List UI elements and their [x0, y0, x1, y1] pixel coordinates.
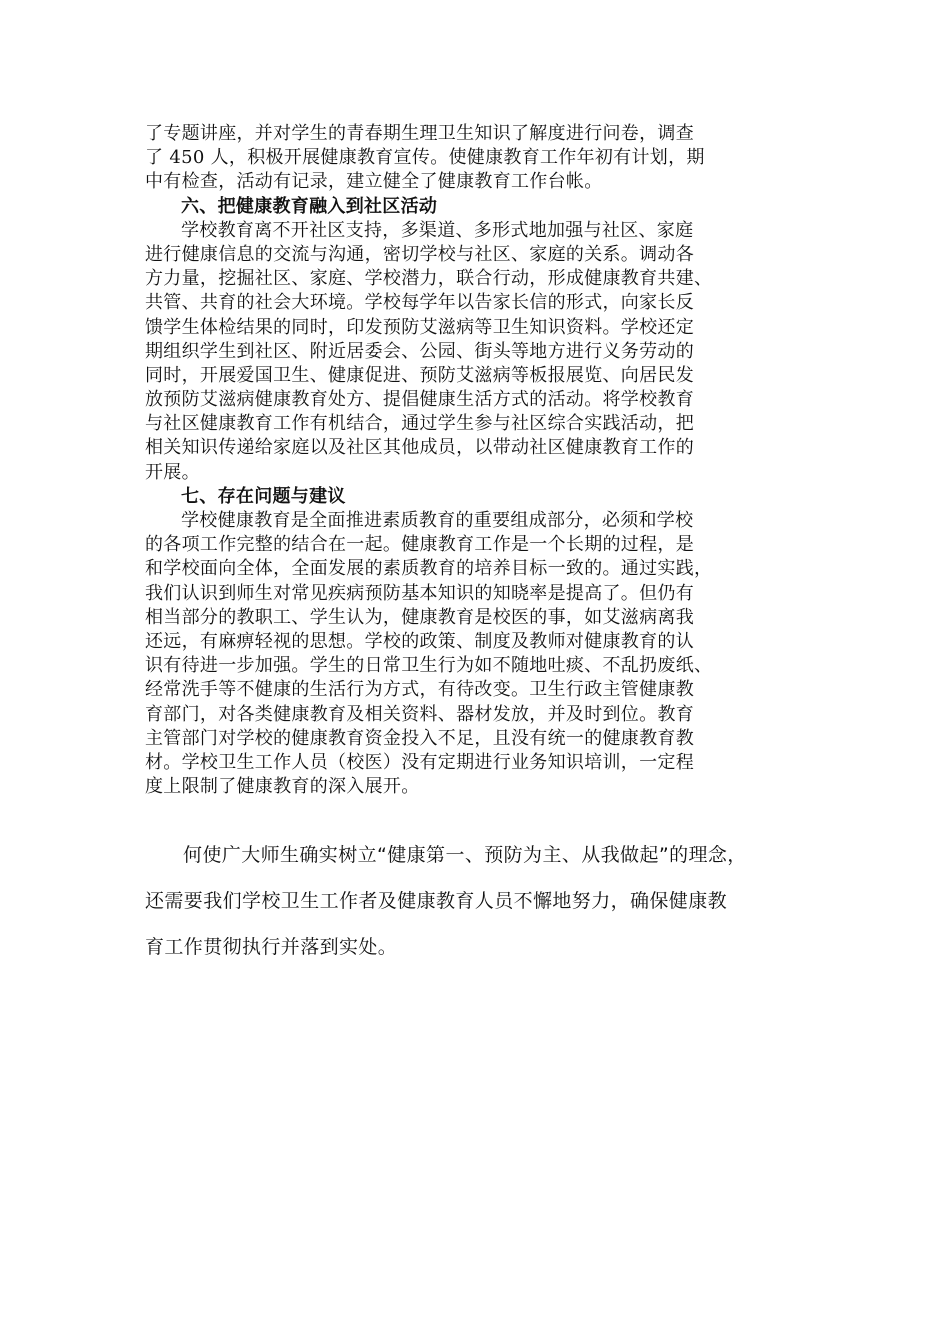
text-line: 育部门，对各类健康教育及相关资料、器材发放，并及时到位。教育	[145, 703, 694, 725]
text-line: 相当部分的教职工、学生认为，健康教育是校医的事，如艾滋病离我	[145, 606, 694, 628]
text-line: 馈学生体检结果的同时，印发预防艾滋病等卫生知识资料。学校还定	[145, 316, 694, 338]
text-line: 识有待进一步加强。学生的日常卫生行为如不随地吐痰、不乱扔废纸、	[145, 655, 713, 677]
text-line: 学校健康教育是全面推进素质教育的重要组成部分，必须和学校	[181, 510, 694, 531]
text-line: 主管部门对学校的健康教育资金投入不足，且没有统一的健康教育教	[145, 727, 694, 749]
text-line: 同时，开展爱国卫生、健康促进、预防艾滋病等板报展览、向居民发	[145, 364, 694, 386]
section-heading-6: 六、把健康教育融入到社区活动	[181, 195, 438, 217]
text-line: 开展。	[145, 461, 200, 483]
text-line: 材。学校卫生工作人员（校医）没有定期进行业务知识培训，一定程	[145, 751, 694, 773]
text-line: 中有检查，活动有记录，建立健全了健康教育工作台帐。	[145, 171, 603, 193]
text-line: 相关知识传递给家庭以及社区其他成员，以带动社区健康教育工作的	[145, 437, 694, 459]
section-heading-7: 七、存在问题与建议	[181, 485, 346, 507]
text-line: 期组织学生到社区、附近居委会、公园、街头等地方进行义务劳动的	[145, 340, 694, 362]
text-line: 经常洗手等不健康的生活行为方式，有待改变。卫生行政主管健康教	[145, 679, 694, 701]
text-line: 的各项工作完整的结合在一起。健康教育工作是一个长期的过程，是	[145, 534, 694, 556]
text-line: 共管、共育的社会大环境。学校每学年以告家长信的形式，向家长反	[145, 292, 694, 314]
text-line: 度上限制了健康教育的深入展开。	[145, 776, 420, 798]
text-line: 我们认识到师生对常见疾病预防基本知识的知晓率是提高了。但仍有	[145, 582, 694, 604]
main-text	[145, 122, 793, 799]
text-line: 与社区健康教育工作有机结合，通过学生参与社区综合实践活动，把	[145, 413, 694, 435]
text-line: 育工作贯彻执行并落到实处。	[145, 936, 398, 958]
text-line: 进行健康信息的交流与沟通，密切学校与社区、家庭的关系。调动各	[145, 243, 694, 265]
text-line: 了专题讲座，并对学生的青春期生理卫生知识了解度进行问卷，调查	[145, 123, 694, 144]
text-line: 放预防艾滋病健康教育处方、提倡健康生活方式的活动。将学校教育	[145, 389, 694, 411]
text-line: 还远，有麻痹轻视的思想。学校的政策、制度及教师对健康教育的认	[145, 630, 694, 652]
text-line: 方力量，挖掘社区、家庭、学校潜力，联合行动，形成健康教育共建、	[145, 268, 713, 290]
text-line: 和学校面向全体，全面发展的素质教育的培养目标一致的。通过实践，	[145, 558, 713, 580]
text-line: 何使广大师生确实树立“健康第一、预防为主、从我做起”的理念，	[183, 844, 747, 866]
text-line: 了 450 人，积极开展健康教育宣传。使健康教育工作年初有计划，期	[145, 147, 705, 169]
text-line: 学校教育离不开社区支持，多渠道、多形式地加强与社区、家庭	[181, 219, 694, 241]
closing-paragraph	[145, 832, 805, 970]
text-line: 还需要我们学校卫生工作者及健康教育人员不懈地努力，确保健康教	[145, 890, 728, 912]
